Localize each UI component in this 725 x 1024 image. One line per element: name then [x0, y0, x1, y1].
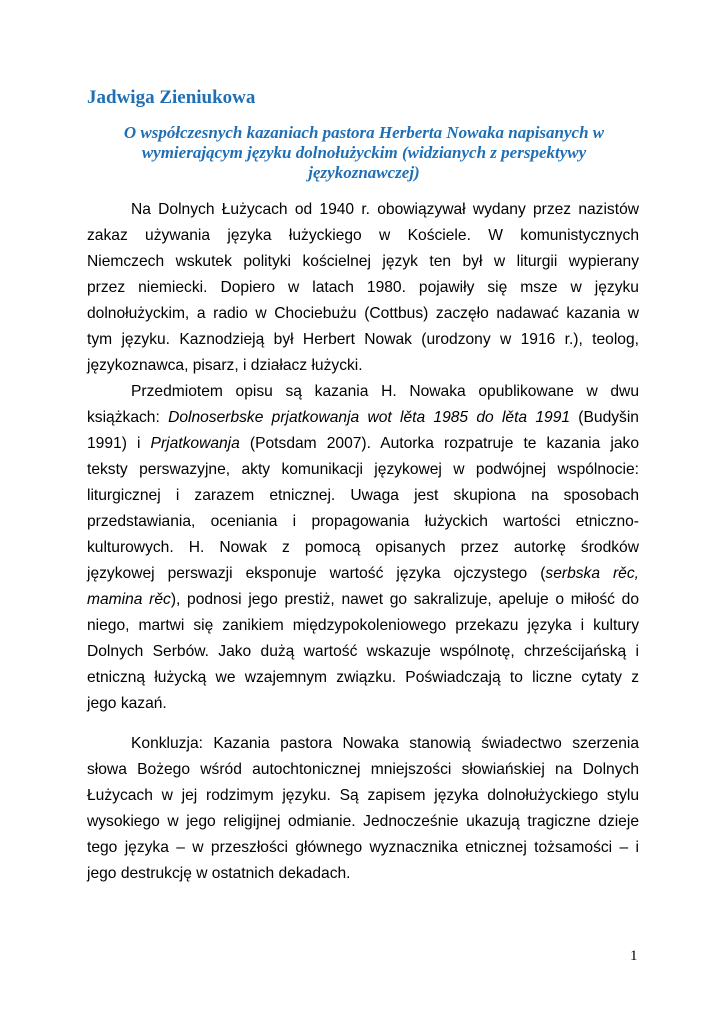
conclusion-line: Łużycach w jej rodzimym języku. Są zapisem języka dolnołużyckiego stylu — [87, 787, 639, 804]
abstract-line: liturgicznej i zarazem etnicznej. Uwaga jest skupiona na sposobach — [87, 487, 639, 504]
title-line: wymierającym języku dolnołużyckim (widzianych z perspektywy — [141, 143, 587, 162]
abstract-text — [87, 197, 639, 717]
abstract-line — [87, 561, 639, 587]
article-title — [90, 123, 638, 183]
line-part: (Potsdam 2007). Autorka rozpatruje te kazania jako — [239, 435, 640, 452]
conclusion-line: słowa Bożego wśród autochtonicznej mniejszości słowiańskiej na Dolnych — [87, 761, 639, 778]
conclusion-line: jego destrukcję w ostatnich dekadach. — [87, 865, 351, 882]
abstract-line: Niemczech wskutek polityki kościelnej język ten był w liturgii wypierany — [87, 253, 639, 270]
abstract-line: Dolnych Serbów. Jako dużą wartość wskazuje wspólnotę, chrześcijańską i — [87, 643, 639, 660]
abstract-line: Na Dolnych Łużycach od 1940 r. obowiązywał wydany przez nazistów — [131, 201, 639, 218]
conclusion-text — [87, 731, 639, 887]
line-part: językowej perswazji eksponuje wartość języka ojczystego ( — [87, 565, 546, 582]
abstract-line — [87, 431, 639, 457]
page-number: 1 — [630, 948, 638, 964]
title-line: O współczesnych kazaniach pastora Herberta Nowaka napisanych w — [123, 123, 605, 142]
abstract-line: tym języku. Kaznodzieją był Herbert Nowak (urodzony w 1916 r.), teolog, — [87, 331, 639, 348]
book-title: Dolnoserbske prjatkowanja wot lěta 1985 do lěta 1991 — [168, 409, 571, 426]
abstract-line: przez niemiecki. Dopiero w latach 1980. pojawiły się msze w języku — [87, 279, 639, 296]
conclusion-line: tego języka – w przeszłości głównego wyznacznika etnicznej tożsamości – i — [87, 839, 639, 856]
abstract-line: zakaz używania języka łużyckiego w Kościele. W komunistycznych — [87, 227, 639, 244]
abstract-line: niego, martwi się zanikiem międzypokoleniowego przekazu języka i kultury — [87, 617, 639, 634]
line-suffix: (Budyšin — [570, 409, 639, 426]
abstract-line: Przedmiotem opisu są kazania H. Nowaka opublikowane w dwu — [131, 383, 639, 400]
phrase-italic: mamina rěc — [87, 591, 171, 608]
abstract-line: dolnołużyckim, a radio w Chociebużu (Cottbus) zaczęło nadawać kazania w — [87, 305, 639, 322]
line-part: 1991) i — [87, 435, 151, 452]
line-part: ), podnosi jego prestiż, nawet go sakralizuje, apeluje o miłość do — [170, 591, 639, 608]
abstract-line: teksty perswazyjne, akty komunikacji językowej w podwójnej wspólnocie: — [87, 461, 639, 478]
conclusion-line: Konkluzja: Kazania pastora Nowaka stanowią świadectwo szerzenia — [131, 735, 639, 752]
book-title-2: Prjatkowanja — [150, 435, 240, 452]
abstract-line: kulturowych. H. Nowak z pomocą opisanych przez autorkę środków — [87, 539, 639, 556]
abstract-line-with-book-title — [87, 405, 639, 431]
author-name: Jadwiga Zieniukowa — [87, 87, 256, 108]
conclusion-line: wysokiego w jego religijnej odmianie. Jednocześnie ukazują tragiczne dzieje — [87, 813, 639, 830]
abstract-line: etniczną łużycką we wzajemnym związku. Poświadczają to liczne cytaty z — [87, 669, 639, 686]
abstract-line: przedstawiania, oceniania i propagowania łużyckich wartości etniczno- — [87, 513, 639, 530]
line-prefix: książkach: — [87, 409, 169, 426]
abstract-line: językoznawca, pisarz, i działacz łużycki. — [87, 357, 363, 374]
phrase-italic: serbska rěc, — [545, 565, 639, 582]
title-line: językoznawczej) — [308, 163, 420, 182]
abstract-line: jego kazań. — [87, 695, 167, 712]
abstract-line — [87, 587, 639, 613]
